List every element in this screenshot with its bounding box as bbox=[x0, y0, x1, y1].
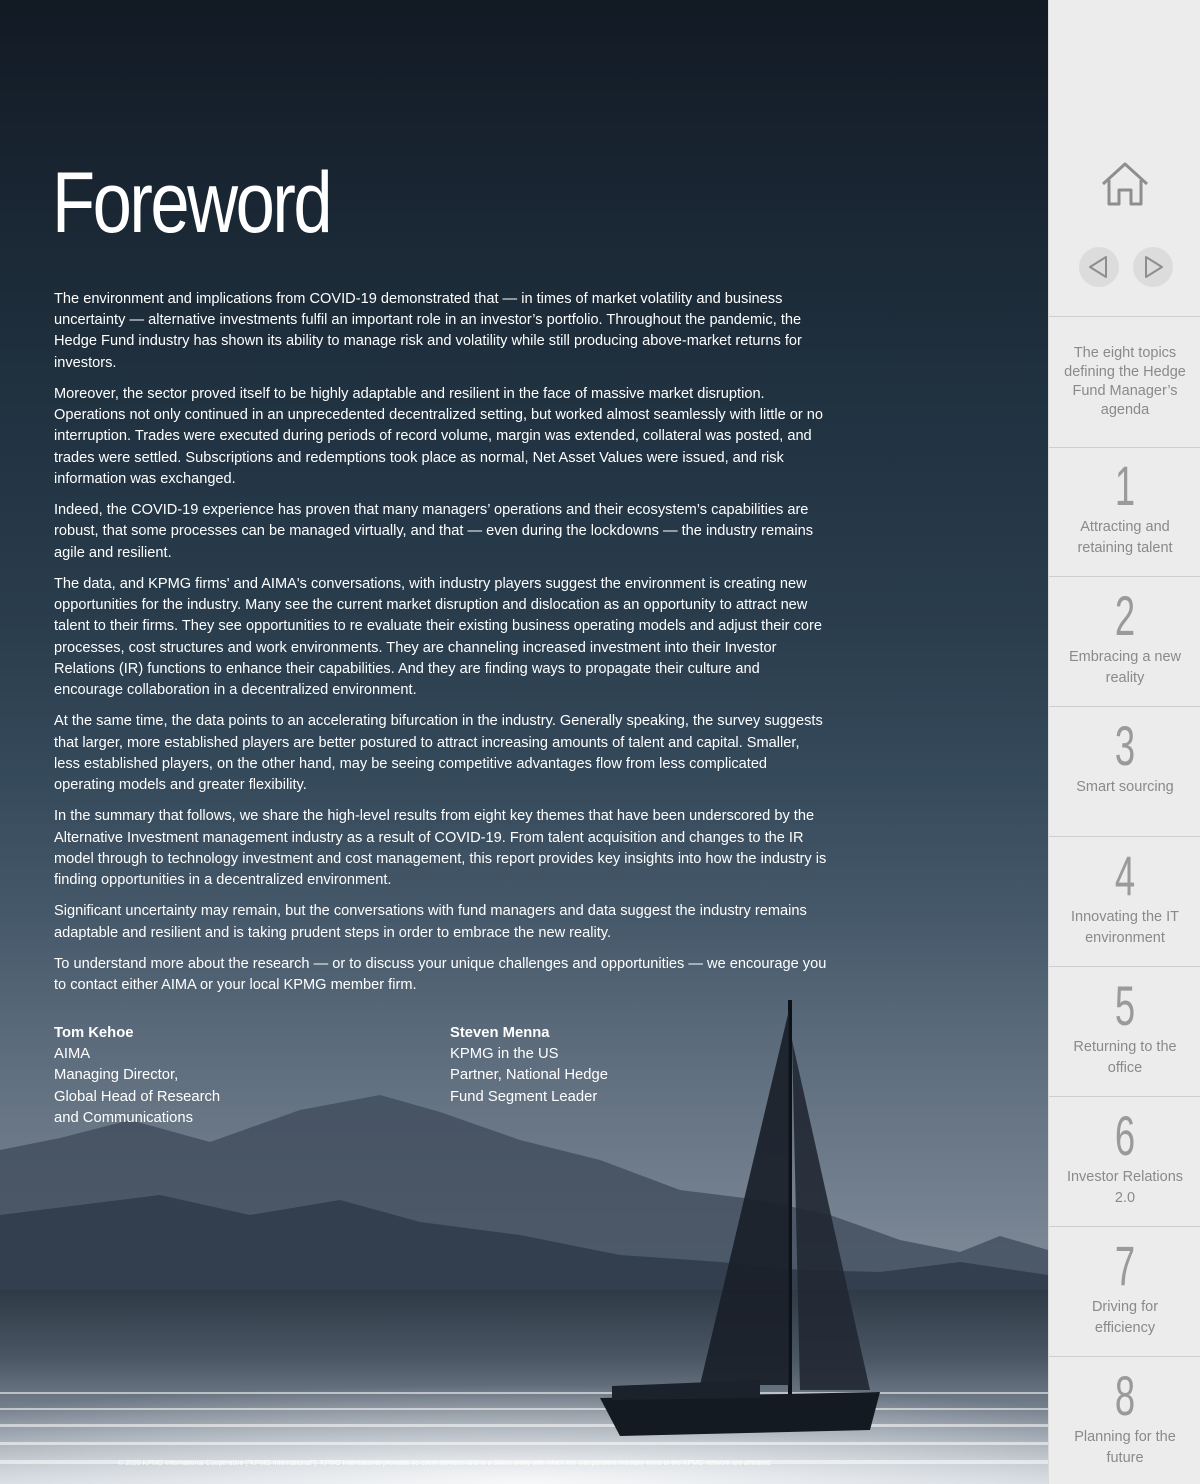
topic-label: Driving for efficiency bbox=[1091, 1299, 1159, 1336]
topic-label: Investor Relations 2.0 bbox=[1066, 1169, 1184, 1206]
copyright-footer: © 2020 KPMG International Cooperative ("KPMG International"). KPMG International provides no client services and is a Swiss entity with which the independent member firms of the KPMG network are affiliated. bbox=[118, 1460, 772, 1467]
paragraph: In the summary that follows, we share the high-level results from eight key themes that have been underscored by the Alternative Investment management industry as a result of COVID-19. From talent acquisition and changes to the IR model through to technology investment and cost management, this report provides key insights into how the industry is finding opportunities in a decentralized environment. bbox=[54, 808, 827, 889]
topic-link-4[interactable] bbox=[1049, 837, 1200, 967]
topic-label: Planning for the future bbox=[1074, 1429, 1176, 1466]
agenda-overview-link[interactable] bbox=[1049, 316, 1200, 448]
topic-label: Attracting and retaining talent bbox=[1077, 519, 1173, 556]
signatory-title: and Communications bbox=[54, 1109, 193, 1126]
home-icon bbox=[1099, 160, 1151, 210]
topic-number: 8 bbox=[1114, 1364, 1136, 1427]
paragraph: At the same time, the data points to an accelerating bifurcation in the industry. Generally speaking, the survey suggests that larger, more established players are better postured to attract increasing amounts of talent and capital. Smaller, less established players, on the other hand, may be seeing competitive advantages flow from less complicated operating models and greater flexibility. bbox=[54, 713, 823, 794]
topic-link-6[interactable] bbox=[1049, 1097, 1200, 1227]
signatory-title: Fund Segment Leader bbox=[450, 1088, 598, 1105]
topic-link-1[interactable] bbox=[1049, 447, 1200, 577]
signatory-title: Global Head of Research bbox=[54, 1088, 221, 1105]
topic-number: 2 bbox=[1114, 584, 1136, 647]
topic-number: 5 bbox=[1114, 974, 1136, 1037]
signatory-org: AIMA bbox=[54, 1046, 91, 1063]
paragraph: Significant uncertainty may remain, but the conversations with fund managers and data suggest the industry remains adaptable and resilient and is taking prudent steps in order to embrace the new reality. bbox=[54, 903, 807, 941]
topic-link-7[interactable] bbox=[1049, 1227, 1200, 1357]
paragraph: The environment and implications from COVID-19 demonstrated that — in times of market volatility and business uncertainty — alternative investments fulfil an important role in an investor’s portfolio. Throughout the pandemic, the Hedge Fund industry has shown its ability to manage risk and volatility while still producing above-market returns for investors. bbox=[54, 291, 802, 371]
page-title: Foreword bbox=[52, 155, 331, 251]
topic-link-2[interactable] bbox=[1049, 577, 1200, 707]
paragraph: Moreover, the sector proved itself to be highly adaptable and resilient in the face of massive market disruption. Operations not only continued in an unprecedented decentralized setting, but worked almost seamlessly with little or no interruption. Trades were executed during periods of record volume, margin was extended, collateral was posted, and trades were settled. Subscriptions and redemptions took place as normal, Net Asset Values were issued, and risk information was exchanged. bbox=[54, 386, 824, 487]
topic-label: Embracing a new reality bbox=[1068, 649, 1182, 686]
signatory-title: Managing Director, bbox=[54, 1067, 179, 1084]
topic-number: 1 bbox=[1114, 454, 1136, 517]
topic-number: 7 bbox=[1114, 1234, 1136, 1297]
signature-tom-kehoe bbox=[54, 1023, 354, 1129]
topic-label: Smart sourcing bbox=[1076, 779, 1174, 795]
agenda-label: The eight topics defining the Hedge Fund Manager’s agenda bbox=[1064, 345, 1186, 418]
topic-label: Returning to the office bbox=[1073, 1039, 1177, 1076]
sidebar-nav bbox=[1048, 0, 1200, 1484]
topic-label: Innovating the IT environment bbox=[1070, 909, 1179, 946]
topic-number: 3 bbox=[1114, 714, 1136, 777]
signature-steven-menna bbox=[450, 1023, 750, 1108]
home-button[interactable] bbox=[1099, 160, 1151, 210]
paragraph: The data, and KPMG firms' and AIMA's conversations, with industry players suggest the environment is creating new opportunities for the industry. Many see the current market disruption and dislocation as an opportunity to attract new talent to their firms. They see opportunities to re evaluate their existing business operating models and adjust their core processes, cost structures and work environments. They are channeling increased investment into their Investor Relations (IR) functions to enhance their capabilities. And they are finding ways to propagate their culture and encourage collaboration in a decentralized environment. bbox=[54, 576, 822, 699]
topic-link-8[interactable] bbox=[1049, 1357, 1200, 1484]
triangle-right-icon bbox=[1133, 247, 1173, 287]
previous-page-button[interactable] bbox=[1079, 247, 1119, 287]
signatory-org: KPMG in the US bbox=[450, 1046, 559, 1063]
signatory-name: Tom Kehoe bbox=[54, 1025, 134, 1041]
topic-link-3[interactable] bbox=[1049, 707, 1200, 837]
paragraph: Indeed, the COVID-19 experience has proven that many managers’ operations and their ecosystem’s capabilities are robust, that some processes can be managed virtually, and that — even during the lockdowns — the industry remains agile and resilient. bbox=[54, 502, 814, 561]
signatory-name: Steven Menna bbox=[450, 1025, 550, 1041]
signatory-title: Partner, National Hedge bbox=[450, 1067, 608, 1084]
topic-link-5[interactable] bbox=[1049, 967, 1200, 1097]
triangle-left-icon bbox=[1079, 247, 1119, 287]
topic-number: 6 bbox=[1114, 1104, 1136, 1167]
paragraph: To understand more about the research — or to discuss your unique challenges and opportunities — we encourage you to contact either AIMA or your local KPMG member firm. bbox=[54, 956, 827, 994]
next-page-button[interactable] bbox=[1133, 247, 1173, 287]
topic-number: 4 bbox=[1114, 844, 1136, 907]
foreword-body bbox=[54, 289, 829, 1007]
